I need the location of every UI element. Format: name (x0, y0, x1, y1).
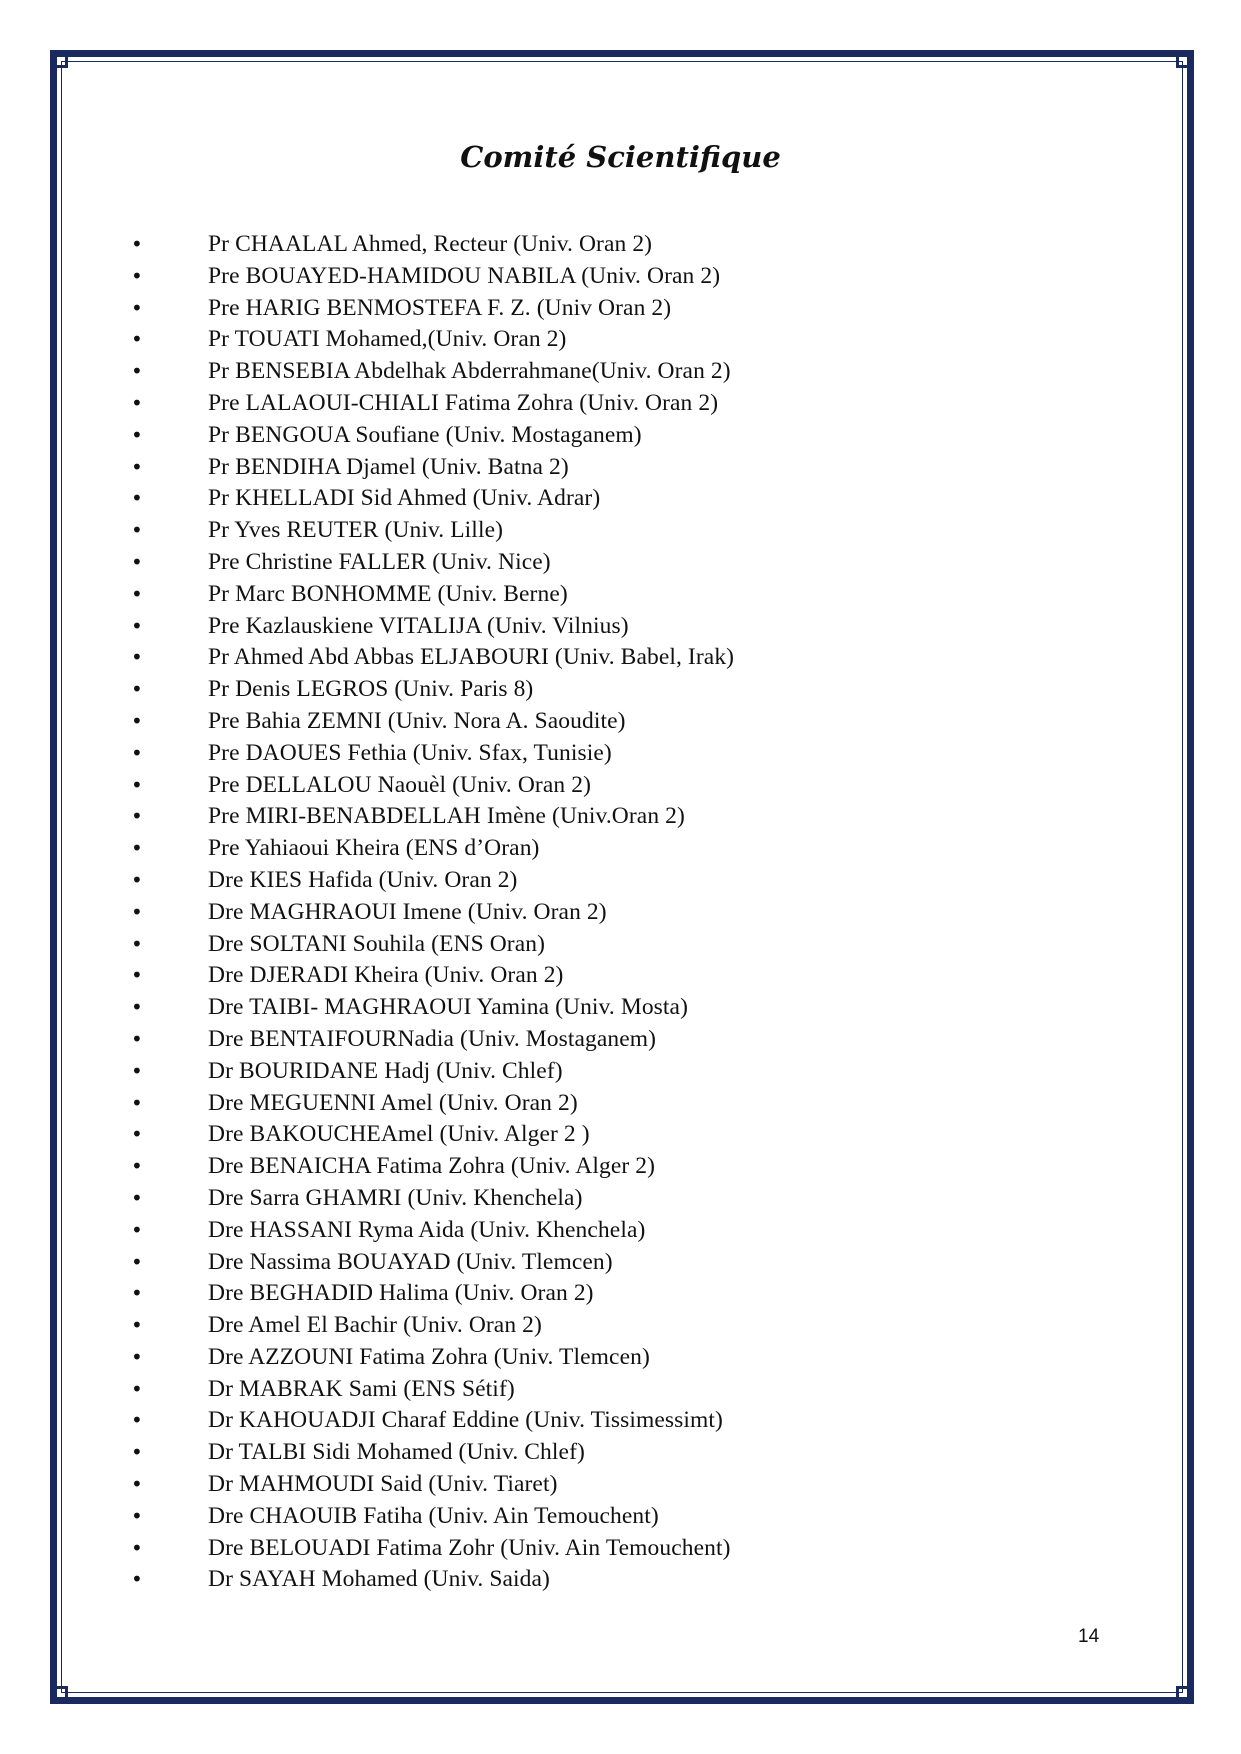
list-item (0, 611, 1241, 643)
bullet-icon: • (131, 963, 143, 988)
list-item (0, 1501, 1241, 1533)
member-name: Pre Kazlauskiene VITALIJA (Univ. Vilnius) (208, 612, 629, 639)
member-name: Dre MEGUENNI Amel (Univ. Oran 2) (208, 1089, 578, 1116)
list-item (0, 1183, 1241, 1215)
member-name: Pr Yves REUTER (Univ. Lille) (208, 517, 504, 544)
member-name: Pr BENSEBIA Abdelhak Abderrahmane(Univ. Oran 2) (208, 358, 731, 385)
list-item (0, 929, 1241, 961)
list-item (0, 1215, 1241, 1247)
list-item (0, 515, 1241, 547)
list-item (0, 261, 1241, 293)
bullet-icon: • (131, 613, 143, 638)
bullet-icon: • (131, 1281, 143, 1306)
list-item (0, 388, 1241, 420)
bullet-icon: • (131, 359, 143, 384)
border-corner-top-right (1176, 50, 1194, 68)
member-name: Dre SOLTANI Souhila (ENS Oran) (208, 930, 546, 957)
list-item (0, 865, 1241, 897)
list-item (0, 1151, 1241, 1183)
member-name: Dre HASSANI Ryma Aida (Univ. Khenchela) (208, 1216, 646, 1243)
bullet-icon: • (131, 1313, 143, 1338)
bullet-icon: • (131, 518, 143, 543)
list-item (0, 770, 1241, 802)
list-item (0, 1119, 1241, 1151)
bullet-icon: • (131, 422, 143, 447)
bullet-icon: • (131, 581, 143, 606)
member-name: Dr SAYAH Mohamed (Univ. Saida) (208, 1566, 550, 1593)
member-name: Dre Sarra GHAMRI (Univ. Khenchela) (208, 1184, 583, 1211)
member-name: Dre CHAOUIB Fatiha (Univ. Ain Temouchent) (208, 1502, 659, 1529)
bullet-icon: • (131, 295, 143, 320)
member-name: Dre BAKOUCHEAmel (Univ. Alger 2 ) (208, 1121, 590, 1148)
bullet-icon: • (131, 804, 143, 829)
bullet-icon: • (131, 1217, 143, 1242)
list-item (0, 547, 1241, 579)
list-item (0, 229, 1241, 261)
member-name: Pre Yahiaoui Kheira (ENS d’Oran) (208, 835, 540, 862)
bullet-icon: • (131, 836, 143, 861)
member-name: Dre Amel El Bachir (Univ. Oran 2) (208, 1312, 542, 1339)
bullet-icon: • (131, 1376, 143, 1401)
list-item (0, 992, 1241, 1024)
member-name: Pre HARIG BENMOSTEFA F. Z. (Univ Oran 2) (208, 294, 672, 321)
bullet-icon: • (131, 1535, 143, 1560)
border-corner-bottom-right (1176, 1686, 1194, 1704)
list-item (0, 897, 1241, 929)
member-name: Pr BENDIHA Djamel (Univ. Batna 2) (208, 453, 569, 480)
member-name: Dre BENTAIFOURNadia (Univ. Mostaganem) (208, 1025, 657, 1052)
bullet-icon: • (131, 1026, 143, 1051)
bullet-icon: • (131, 232, 143, 256)
list-item (0, 706, 1241, 738)
bullet-icon: • (131, 1440, 143, 1465)
bullet-icon: • (131, 1249, 143, 1274)
member-name: Dre DJERADI Kheira (Univ. Oran 2) (208, 962, 564, 989)
list-item (0, 1088, 1241, 1120)
list-item (0, 1437, 1241, 1469)
member-name: Dre BENAICHA Fatima Zohra (Univ. Alger 2) (208, 1153, 656, 1180)
border-corner-top-left (50, 50, 68, 68)
member-name: Pr KHELLADI Sid Ahmed (Univ. Adrar) (208, 485, 601, 512)
bullet-icon: • (131, 931, 143, 956)
committee-member-list (0, 229, 1241, 1596)
list-item (0, 1342, 1241, 1374)
member-name: Dr KAHOUADJI Charaf Eddine (Univ. Tissimessimt) (208, 1407, 723, 1434)
border-corner-bottom-left (50, 1686, 68, 1704)
list-item (0, 1405, 1241, 1437)
list-item (0, 642, 1241, 674)
bullet-icon: • (131, 899, 143, 924)
member-name: Pr BENGOUA Soufiane (Univ. Mostaganem) (208, 421, 642, 448)
member-name: Pr Ahmed Abd Abbas ELJABOURI (Univ. Babel, Irak) (208, 644, 735, 671)
list-item (0, 356, 1241, 388)
bullet-icon: • (131, 1090, 143, 1115)
bullet-icon: • (131, 1122, 143, 1147)
bullet-icon: • (131, 327, 143, 352)
member-name: Pre MIRI-BENABDELLAH Imène (Univ.Oran 2) (208, 803, 685, 830)
list-item (0, 1533, 1241, 1565)
member-name: Dr MABRAK Sami (ENS Sétif) (208, 1375, 515, 1402)
bullet-icon: • (131, 1503, 143, 1528)
bullet-icon: • (131, 645, 143, 670)
list-item (0, 452, 1241, 484)
page-title: Comité Scientifique (460, 140, 781, 174)
list-item (0, 1056, 1241, 1088)
bullet-icon: • (131, 995, 143, 1020)
list-item (0, 420, 1241, 452)
list-item (0, 293, 1241, 325)
list-item (0, 738, 1241, 770)
list-item (0, 1374, 1241, 1406)
bullet-icon: • (131, 549, 143, 574)
bullet-icon: • (131, 486, 143, 511)
bullet-icon: • (131, 454, 143, 479)
list-item (0, 674, 1241, 706)
list-item (0, 483, 1241, 515)
bullet-icon: • (131, 867, 143, 892)
bullet-icon: • (131, 740, 143, 765)
member-name: Dre TAIBI- MAGHRAOUI Yamina (Univ. Mosta) (208, 994, 689, 1021)
member-name: Pr TOUATI Mohamed,(Univ. Oran 2) (208, 326, 567, 353)
bullet-icon: • (131, 263, 143, 288)
list-item (0, 1469, 1241, 1501)
page-number: 14 (1078, 1626, 1100, 1647)
bullet-icon: • (131, 1058, 143, 1083)
list-item (0, 1310, 1241, 1342)
bullet-icon: • (131, 1154, 143, 1179)
member-name: Dre MAGHRAOUI Imene (Univ. Oran 2) (208, 898, 607, 925)
member-name: Pr CHAALAL Ahmed, Recteur (Univ. Oran 2) (208, 231, 653, 257)
list-item (0, 1024, 1241, 1056)
bullet-icon: • (131, 708, 143, 733)
list-item (0, 579, 1241, 611)
member-name: Pre BOUAYED-HAMIDOU NABILA (Univ. Oran 2) (208, 262, 721, 289)
bullet-icon: • (131, 1472, 143, 1497)
list-item (0, 1247, 1241, 1279)
member-name: Dre BEGHADID Halima (Univ. Oran 2) (208, 1280, 594, 1307)
bullet-icon: • (131, 1185, 143, 1210)
member-name: Pre Bahia ZEMNI (Univ. Nora A. Saoudite) (208, 707, 626, 734)
list-item (0, 1564, 1241, 1596)
member-name: Dre BELOUADI Fatima Zohr (Univ. Ain Temouchent) (208, 1534, 731, 1561)
bullet-icon: • (131, 390, 143, 415)
list-item (0, 801, 1241, 833)
list-item (0, 1278, 1241, 1310)
member-name: Dr BOURIDANE Hadj (Univ. Chlef) (208, 1057, 563, 1084)
member-name: Pre DELLALOU Naouèl (Univ. Oran 2) (208, 771, 591, 798)
member-name: Pr Denis LEGROS (Univ. Paris 8) (208, 676, 534, 703)
member-name: Dr TALBI Sidi Mohamed (Univ. Chlef) (208, 1439, 585, 1466)
list-item (0, 833, 1241, 865)
member-name: Dre KIES Hafida (Univ. Oran 2) (208, 866, 518, 893)
member-name: Pre Christine FALLER (Univ. Nice) (208, 548, 551, 575)
bullet-icon: • (131, 772, 143, 797)
bullet-icon: • (131, 1567, 143, 1592)
member-name: Dre AZZOUNI Fatima Zohra (Univ. Tlemcen) (208, 1343, 650, 1370)
list-item (0, 960, 1241, 992)
member-name: Dre Nassima BOUAYAD (Univ. Tlemcen) (208, 1248, 613, 1275)
bullet-icon: • (131, 677, 143, 702)
member-name: Pr Marc BONHOMME (Univ. Berne) (208, 580, 568, 607)
member-name: Dr MAHMOUDI Said (Univ. Tiaret) (208, 1471, 558, 1498)
bullet-icon: • (131, 1408, 143, 1433)
bullet-icon: • (131, 1344, 143, 1369)
member-name: Pre DAOUES Fethia (Univ. Sfax, Tunisie) (208, 739, 612, 766)
list-item (0, 324, 1241, 356)
member-name: Pre LALAOUI-CHIALI Fatima Zohra (Univ. Oran 2) (208, 389, 719, 416)
